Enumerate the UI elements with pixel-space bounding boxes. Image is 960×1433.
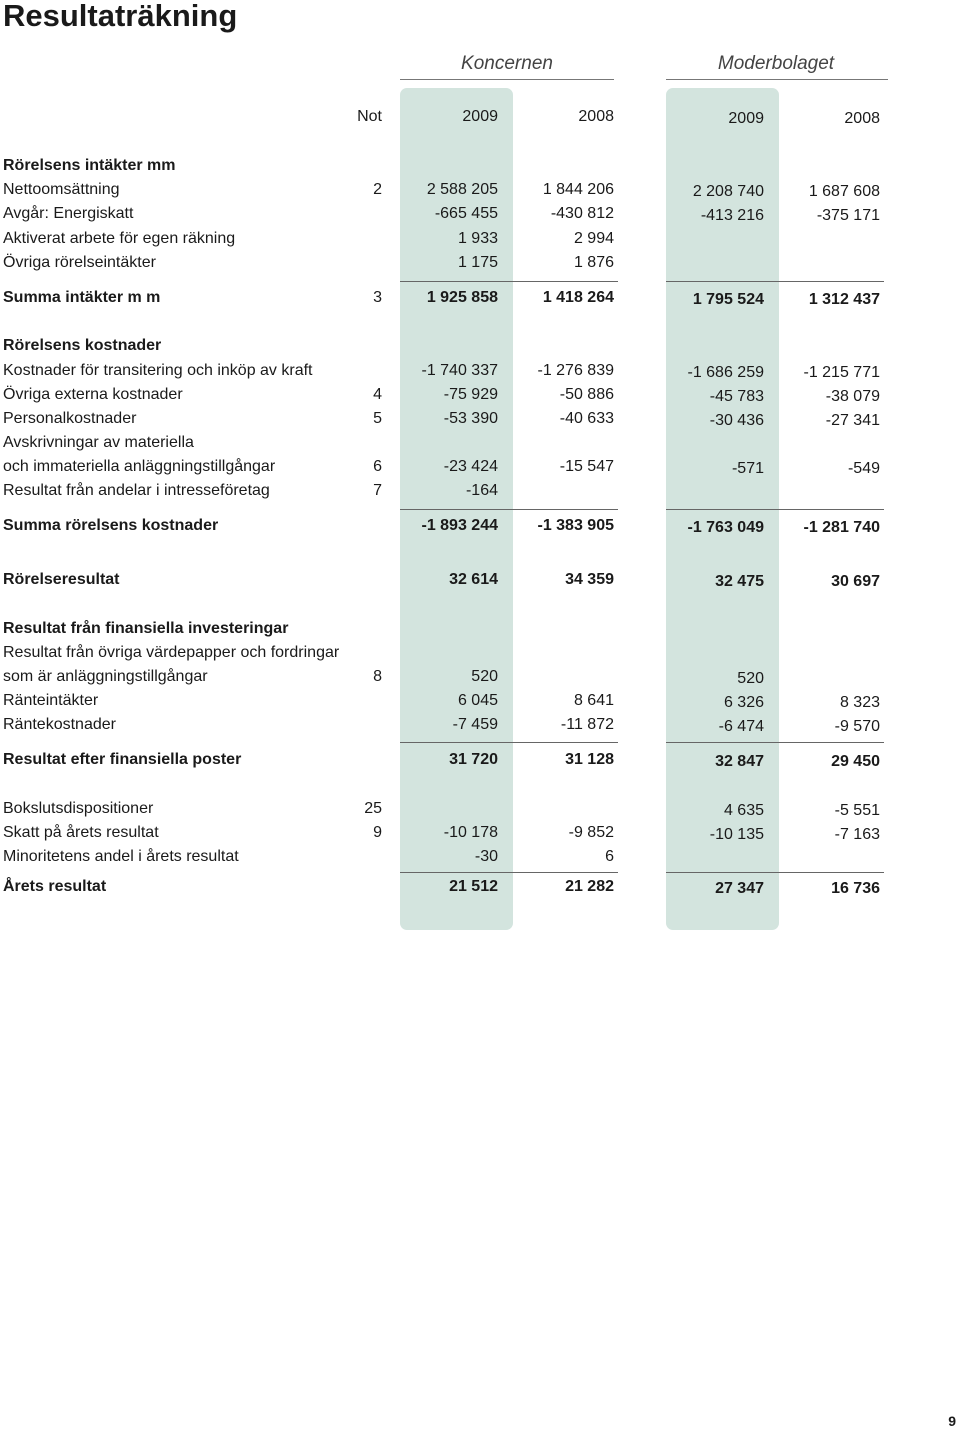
value-k9: 6 045 xyxy=(457,692,498,709)
value-k9: -665 455 xyxy=(434,205,498,222)
table-row xyxy=(0,620,960,642)
table-row xyxy=(0,181,960,203)
note-reference: 9 xyxy=(373,824,382,841)
value-k8: -430 812 xyxy=(550,205,614,222)
row-label: Rörelsens intäkter mm xyxy=(3,157,176,174)
row-label: Rörelseresultat xyxy=(3,571,120,588)
row-label: Skatt på årets resultat xyxy=(3,824,159,841)
moderbolaget-heading: Moderbolaget xyxy=(717,53,835,74)
note-reference: 3 xyxy=(373,289,382,306)
table-row xyxy=(0,386,960,408)
value-m8: 30 697 xyxy=(831,573,880,590)
value-m8: -7 163 xyxy=(834,826,880,843)
row-label: Avskrivningar av materiella xyxy=(3,434,194,451)
row-label: Årets resultat xyxy=(3,878,107,895)
value-m9: -413 216 xyxy=(700,207,764,224)
value-k8: 1 844 206 xyxy=(542,181,614,198)
value-m9: -6 474 xyxy=(718,718,764,735)
value-m9: 2 208 740 xyxy=(692,183,764,200)
value-k9: 32 614 xyxy=(449,571,498,588)
row-label: Minoritetens andel i årets resultat xyxy=(3,848,239,865)
sum-rule xyxy=(400,742,618,743)
value-m9: -1 686 259 xyxy=(687,364,764,381)
page-title: Resultaträkning xyxy=(3,0,238,33)
value-m8: -375 171 xyxy=(816,207,880,224)
row-label: Räntekostnader xyxy=(3,716,116,733)
value-m9: 6 326 xyxy=(723,694,764,711)
value-k9: 1 175 xyxy=(457,254,498,271)
value-k8: -50 886 xyxy=(559,386,614,403)
value-k8: -1 276 839 xyxy=(537,362,614,379)
note-reference: 25 xyxy=(364,800,382,817)
table-row xyxy=(0,571,960,593)
value-k8: 1 876 xyxy=(573,254,614,271)
koncernen-rule xyxy=(400,79,614,80)
table-row xyxy=(0,878,960,900)
value-k9: -23 424 xyxy=(443,458,498,475)
table-row xyxy=(0,716,960,738)
value-m8: -27 341 xyxy=(825,412,880,429)
note-reference: 5 xyxy=(373,410,382,427)
value-k8: -11 872 xyxy=(560,716,614,733)
value-k9: -7 459 xyxy=(452,716,498,733)
table-row xyxy=(0,337,960,359)
value-m9: 32 475 xyxy=(715,573,764,590)
sum-rule xyxy=(666,742,884,743)
table-row xyxy=(0,517,960,539)
value-k9: 520 xyxy=(471,668,498,685)
value-m9: 27 347 xyxy=(715,880,764,897)
value-m9: -1 763 049 xyxy=(687,519,764,536)
table-row xyxy=(0,482,960,504)
koncernen-2008-header: 2008 xyxy=(578,108,614,125)
value-k8: 2 994 xyxy=(573,230,614,247)
table-row xyxy=(0,668,960,690)
value-k9: -164 xyxy=(465,482,498,499)
row-label: Kostnader för transitering och inköp av kraft xyxy=(3,362,313,379)
row-label: Avgår: Energiskatt xyxy=(3,205,134,222)
value-k9: 2 588 205 xyxy=(426,181,498,198)
value-m8: -549 xyxy=(847,460,880,477)
table-row xyxy=(0,254,960,276)
row-label: Resultat efter finansiella poster xyxy=(3,751,242,768)
row-label: Aktiverat arbete för egen räkning xyxy=(3,230,236,247)
value-k9: -53 390 xyxy=(443,410,498,427)
row-label: Resultat från övriga värdepapper och fordringar xyxy=(3,644,340,661)
moderbolaget-2009-header: 2009 xyxy=(728,110,764,127)
value-k8: 1 418 264 xyxy=(542,289,614,306)
table-row xyxy=(0,289,960,311)
sum-rule xyxy=(666,872,884,873)
row-label: Resultat från finansiella investeringar xyxy=(3,620,289,637)
value-m8: -9 570 xyxy=(834,718,880,735)
value-k9: -75 929 xyxy=(443,386,498,403)
note-reference: 8 xyxy=(373,668,382,685)
sum-rule xyxy=(400,509,618,510)
sum-rule xyxy=(666,281,884,282)
table-row xyxy=(0,410,960,432)
value-m8: -38 079 xyxy=(825,388,880,405)
value-m9: -571 xyxy=(731,460,764,477)
value-k9: 31 720 xyxy=(449,751,498,768)
value-k9: 1 933 xyxy=(457,230,498,247)
value-m8: -1 281 740 xyxy=(803,519,880,536)
value-k8: -1 383 905 xyxy=(537,517,614,534)
value-k8: 6 xyxy=(605,848,614,865)
table-row xyxy=(0,458,960,480)
table-row xyxy=(0,751,960,773)
note-reference: 7 xyxy=(373,482,382,499)
value-m8: -1 215 771 xyxy=(803,364,880,381)
value-m8: 1 312 437 xyxy=(808,291,880,308)
sum-rule xyxy=(400,872,618,873)
value-m9: -45 783 xyxy=(709,388,764,405)
value-k9: -1 893 244 xyxy=(421,517,498,534)
sum-rule xyxy=(400,281,618,282)
value-k8: 34 359 xyxy=(565,571,614,588)
table-row xyxy=(0,824,960,846)
row-label: Övriga rörelseintäkter xyxy=(3,254,156,271)
row-label: Summa rörelsens kostnader xyxy=(3,517,219,534)
row-label: Nettoomsättning xyxy=(3,181,120,198)
value-m9: 520 xyxy=(737,670,764,687)
value-m9: 4 635 xyxy=(723,802,764,819)
value-m8: 8 323 xyxy=(839,694,880,711)
row-label: Summa intäkter m m xyxy=(3,289,161,306)
value-m8: 16 736 xyxy=(831,880,880,897)
row-label: och immateriella anläggningstillgångar xyxy=(3,458,276,475)
value-m9: 1 795 524 xyxy=(692,291,764,308)
table-row xyxy=(0,800,960,822)
row-label: Bokslutsdispositioner xyxy=(3,800,154,817)
value-k8: -15 547 xyxy=(559,458,614,475)
value-m8: 1 687 608 xyxy=(808,183,880,200)
value-k8: 31 128 xyxy=(565,751,614,768)
sum-rule xyxy=(666,509,884,510)
page-number: 9 xyxy=(948,1413,956,1429)
value-k9: 21 512 xyxy=(449,878,498,895)
row-label: Personalkostnader xyxy=(3,410,137,427)
row-label: Ränteintäkter xyxy=(3,692,99,709)
note-reference: 6 xyxy=(373,458,382,475)
not-column-header: Not xyxy=(357,108,382,125)
table-row xyxy=(0,157,960,179)
table-row xyxy=(0,434,960,456)
table-row xyxy=(0,230,960,252)
value-k9: -30 xyxy=(474,848,498,865)
value-k9: -10 178 xyxy=(443,824,498,841)
value-k8: -9 852 xyxy=(568,824,614,841)
value-m9: 32 847 xyxy=(715,753,764,770)
moderbolaget-rule xyxy=(666,79,888,80)
row-label: som är anläggningstillgångar xyxy=(3,668,208,685)
table-row xyxy=(0,644,960,666)
table-row xyxy=(0,205,960,227)
table-row xyxy=(0,848,960,870)
value-k8: 21 282 xyxy=(565,878,614,895)
moderbolaget-2008-header: 2008 xyxy=(844,110,880,127)
row-label: Rörelsens kostnader xyxy=(3,337,162,354)
value-m9: -30 436 xyxy=(709,412,764,429)
value-k8: -40 633 xyxy=(559,410,614,427)
table-row xyxy=(0,362,960,384)
row-label: Övriga externa kostnader xyxy=(3,386,183,403)
value-m8: -5 551 xyxy=(834,802,880,819)
table-row xyxy=(0,692,960,714)
value-m9: -10 135 xyxy=(709,826,764,843)
value-m8: 29 450 xyxy=(831,753,880,770)
note-reference: 4 xyxy=(373,386,382,403)
value-k9: -1 740 337 xyxy=(421,362,498,379)
koncernen-2009-header: 2009 xyxy=(462,108,498,125)
note-reference: 2 xyxy=(373,181,382,198)
koncernen-heading: Koncernen xyxy=(461,53,553,74)
value-k9: 1 925 858 xyxy=(426,289,498,306)
value-k8: 8 641 xyxy=(573,692,614,709)
row-label: Resultat från andelar i intresseföretag xyxy=(3,482,270,499)
